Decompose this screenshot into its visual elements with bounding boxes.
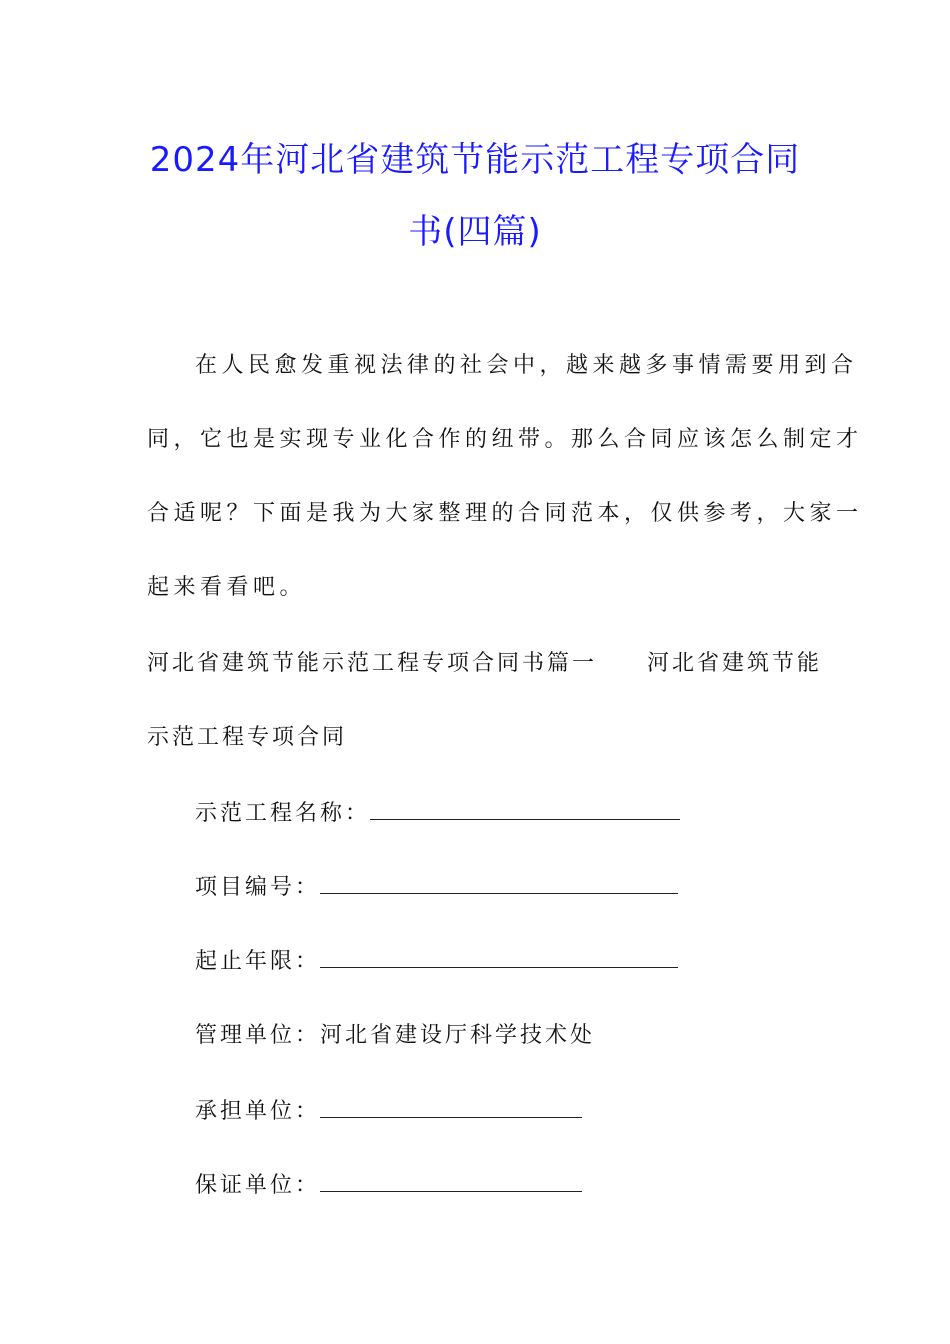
intro-line-1: 在人民愈发重视法律的社会中，越来越多事情需要用到合 <box>195 353 858 378</box>
period-blank[interactable] <box>320 945 678 968</box>
project-name-field <box>195 796 680 827</box>
guarantor-label: 保证单位： <box>195 1173 321 1198</box>
manager-field <box>195 1018 595 1049</box>
intro-line-3: 合适呢？下面是我为大家整理的合同范本，仅供参考，大家一 <box>147 501 863 526</box>
intro-line-4: 起来看看吧。 <box>147 575 307 600</box>
undertaker-label: 承担单位： <box>195 1099 321 1124</box>
section-heading-line-1: 河北省建筑节能示范工程专项合同书篇一 河北省建筑节能 <box>147 651 823 676</box>
document-title-line-1: 2024年河北省建筑节能示范工程专项合同 <box>149 140 801 180</box>
intro-line-2: 同，它也是实现专业化合作的纽带。那么合同应该怎么制定才 <box>147 427 863 452</box>
period-field <box>195 944 678 975</box>
document-title-line-2: 书(四篇) <box>408 212 542 252</box>
section-heading-line-2: 示范工程专项合同 <box>147 725 348 750</box>
project-no-field <box>195 870 678 901</box>
project-name-blank[interactable] <box>370 797 680 820</box>
project-no-blank[interactable] <box>320 871 678 894</box>
manager-text: 管理单位：河北省建设厅科学技术处 <box>195 1023 596 1048</box>
project-no-label: 项目编号： <box>195 875 321 900</box>
project-name-label: 示范工程名称： <box>195 801 371 826</box>
guarantor-blank[interactable] <box>320 1169 582 1192</box>
undertaker-field <box>195 1094 582 1125</box>
undertaker-blank[interactable] <box>320 1095 582 1118</box>
guarantor-field <box>195 1168 582 1199</box>
period-label: 起止年限： <box>195 949 321 974</box>
